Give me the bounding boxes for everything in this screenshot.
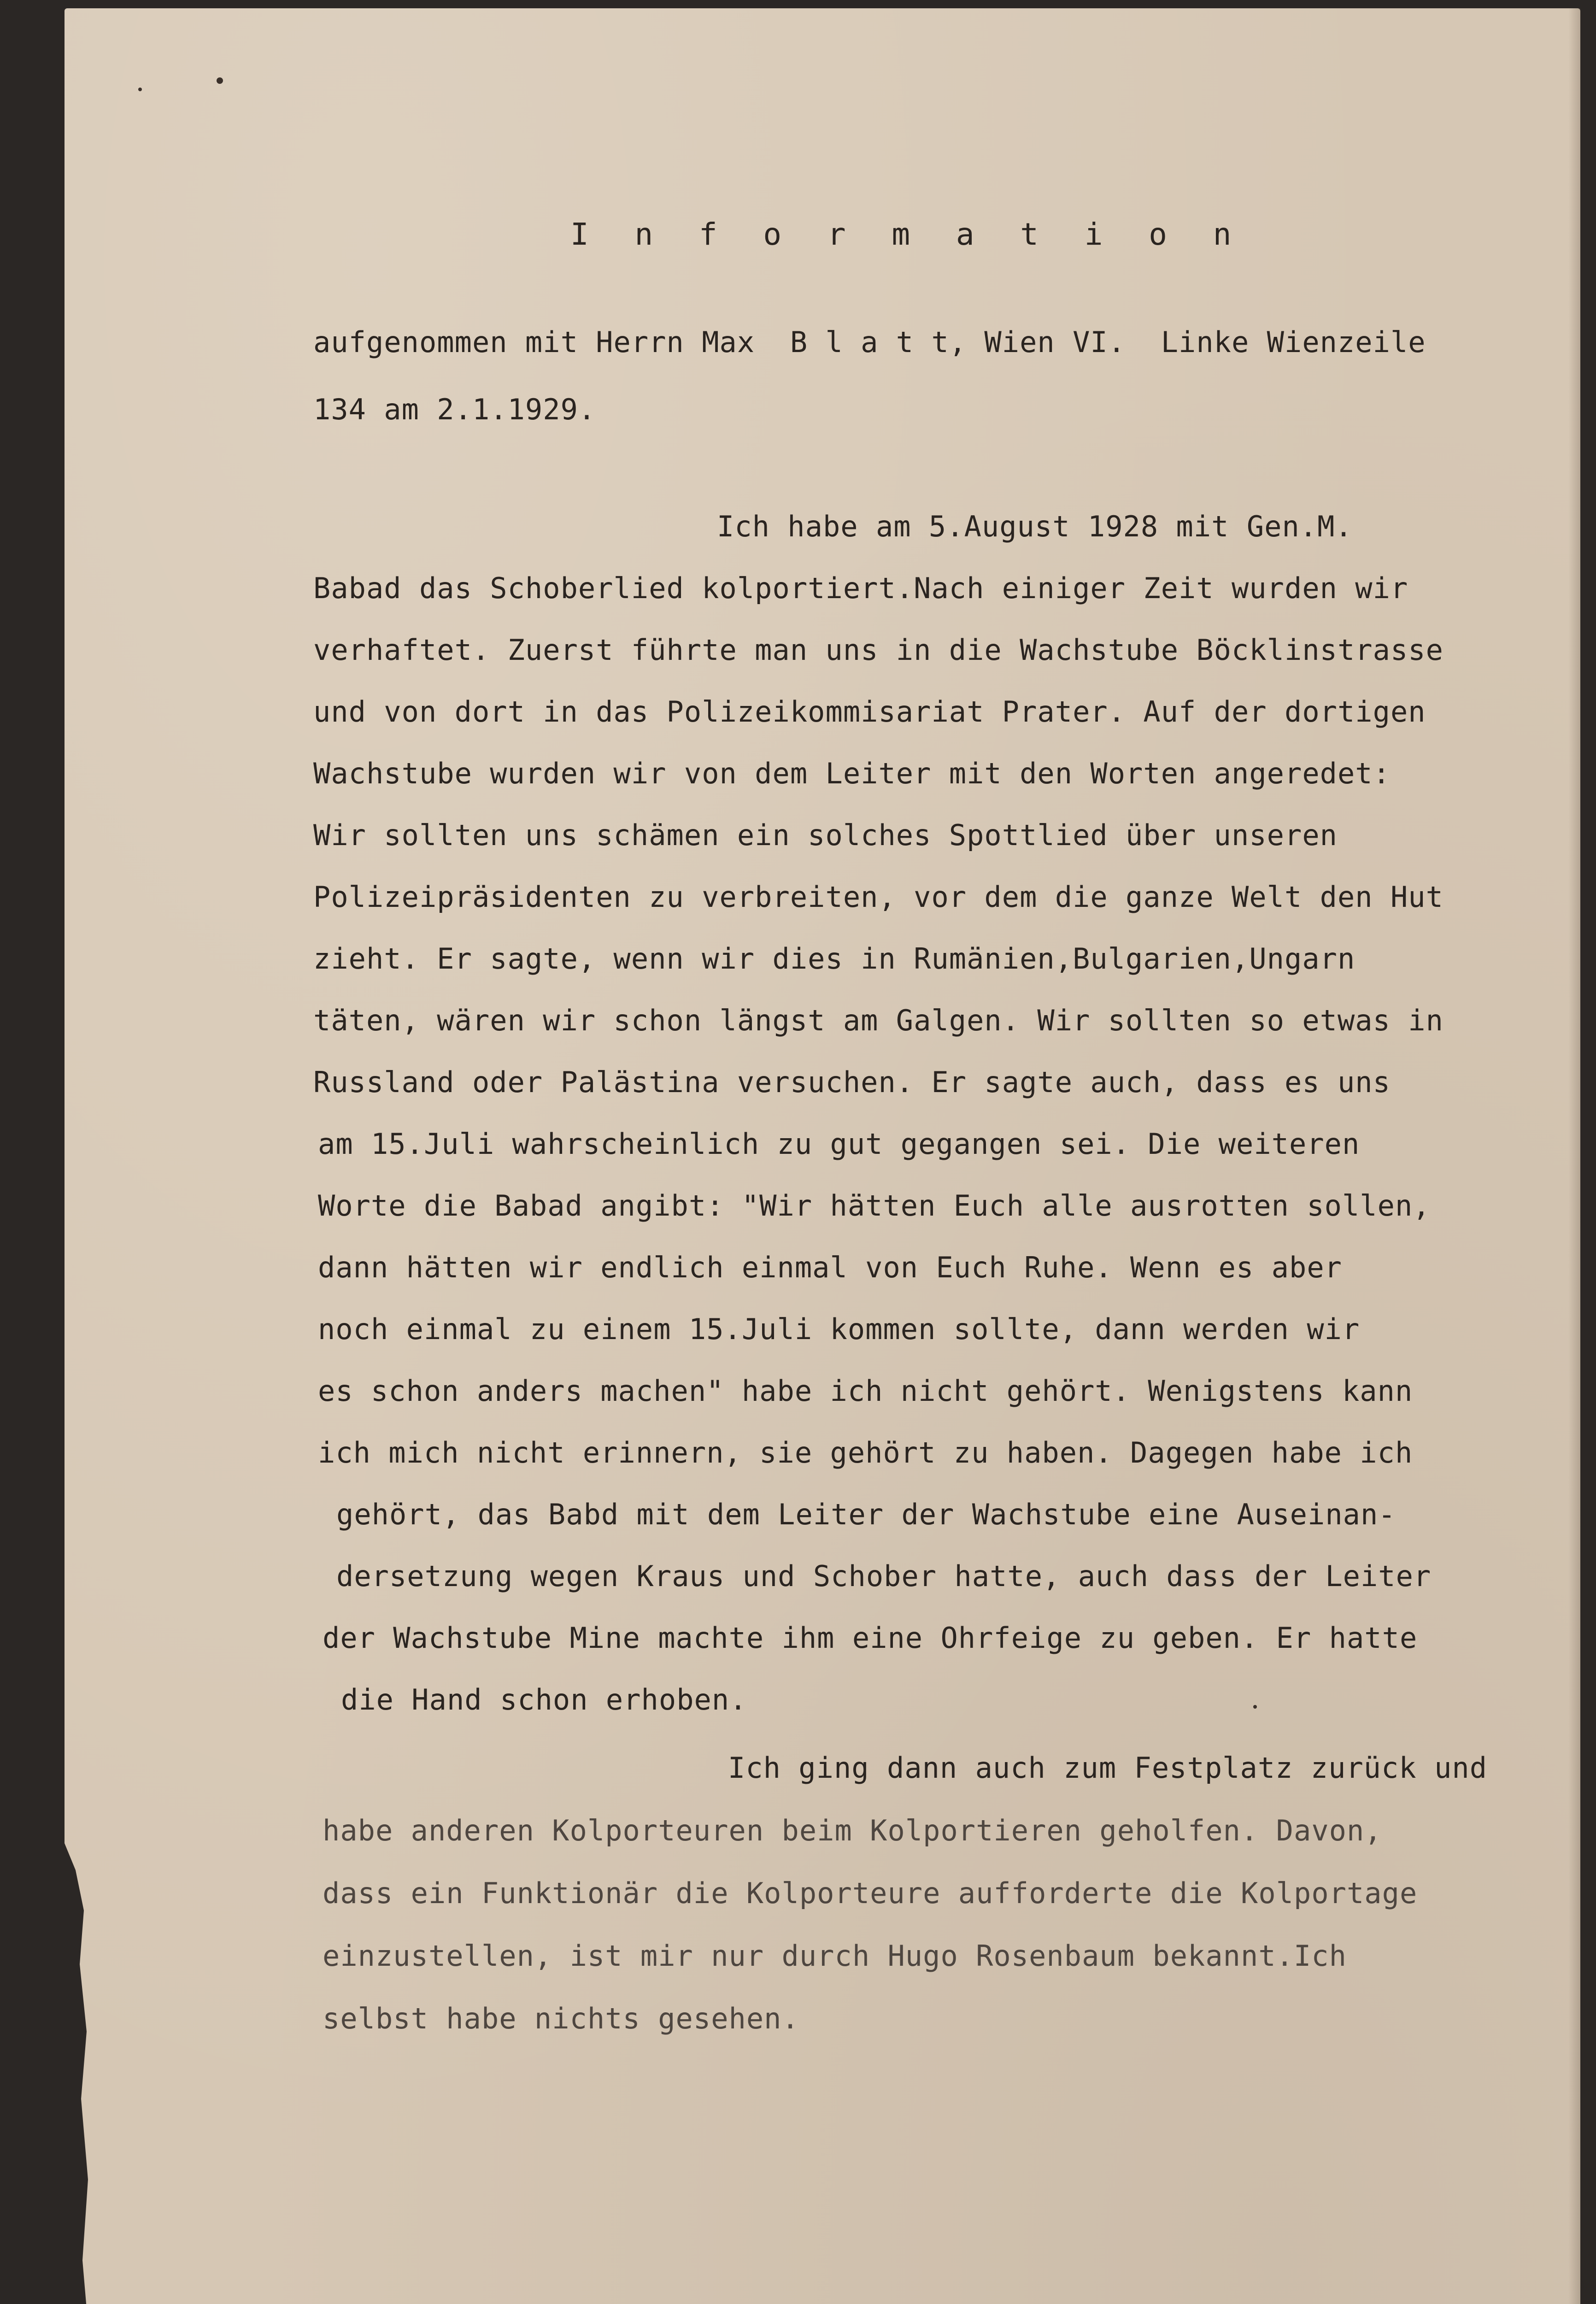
body-line: am 15.Juli wahrscheinlich zu gut gegangen sei. Die weiteren bbox=[318, 1127, 1360, 1161]
body-line: selbst habe nichts gesehen. bbox=[323, 2002, 799, 2035]
body-line: dann hätten wir endlich einmal von Euch Ruhe. Wenn es aber bbox=[318, 1251, 1342, 1284]
ink-speck bbox=[138, 88, 142, 91]
body-line: dass ein Funktionär die Kolporteure aufforderte die Kolportage bbox=[323, 1876, 1418, 1910]
ink-speck bbox=[217, 77, 223, 84]
ink-speck bbox=[1253, 1705, 1257, 1709]
body-line: Russland oder Palästina versuchen. Er sagte auch, dass es uns bbox=[313, 1065, 1391, 1099]
body-line: gehört, das Babd mit dem Leiter der Wachstube eine Auseinan- bbox=[336, 1498, 1396, 1531]
body-line: und von dort in das Polizeikommisariat Prater. Auf der dortigen bbox=[313, 695, 1426, 729]
body-line: einzustellen, ist mir nur durch Hugo Rosenbaum bekannt.Ich bbox=[323, 1939, 1347, 1973]
body-line: Worte die Babad angibt: "Wir hätten Euch alle ausrotten sollen, bbox=[318, 1189, 1431, 1223]
body-line: noch einmal zu einem 15.Juli kommen sollte, dann werden wir bbox=[318, 1312, 1360, 1346]
body-line: Wachstube wurden wir von dem Leiter mit den Worten angeredet: bbox=[313, 757, 1391, 790]
body-line: ich mich nicht erinnern, sie gehört zu haben. Dagegen habe ich bbox=[318, 1436, 1413, 1469]
body-line: Polizeipräsidenten zu verbreiten, vor dem die ganze Welt den Hut bbox=[313, 880, 1443, 914]
body-line: Ich ging dann auch zum Festplatz zurück und bbox=[728, 1751, 1488, 1785]
header-line: aufgenommen mit Herrn Max B l a t t, Wien VI. Linke Wienzeile bbox=[313, 325, 1426, 359]
body-line: zieht. Er sagte, wenn wir dies in Rumänien,Bulgarien,Ungarn bbox=[313, 942, 1355, 976]
body-line: es schon anders machen" habe ich nicht gehört. Wenigstens kann bbox=[318, 1374, 1413, 1408]
body-line: Wir sollten uns schämen ein solches Spottlied über unseren bbox=[313, 818, 1338, 852]
body-line: die Hand schon erhoben. bbox=[341, 1683, 747, 1716]
body-line: der Wachstube Mine machte ihm eine Ohrfeige zu geben. Er hatte bbox=[323, 1621, 1418, 1655]
body-line: Babad das Schoberlied kolportiert.Nach einiger Zeit wurden wir bbox=[313, 571, 1408, 605]
body-line: habe anderen Kolporteuren beim Kolportieren geholfen. Davon, bbox=[323, 1814, 1382, 1847]
body-line: täten, wären wir schon längst am Galgen. Wir sollten so etwas in bbox=[313, 1004, 1443, 1037]
body-line: dersetzung wegen Kraus und Schober hatte, auch dass der Leiter bbox=[336, 1559, 1432, 1593]
paper-fold-shadow bbox=[1568, 8, 1580, 2304]
body-line: verhaftet. Zuerst führte man uns in die Wachstube Böcklinstrasse bbox=[313, 633, 1443, 667]
document-title: I n f o r m a t i o n bbox=[570, 217, 1245, 252]
body-line: Ich habe am 5.August 1928 mit Gen.M. bbox=[717, 510, 1353, 543]
header-line: 134 am 2.1.1929. bbox=[313, 393, 596, 426]
